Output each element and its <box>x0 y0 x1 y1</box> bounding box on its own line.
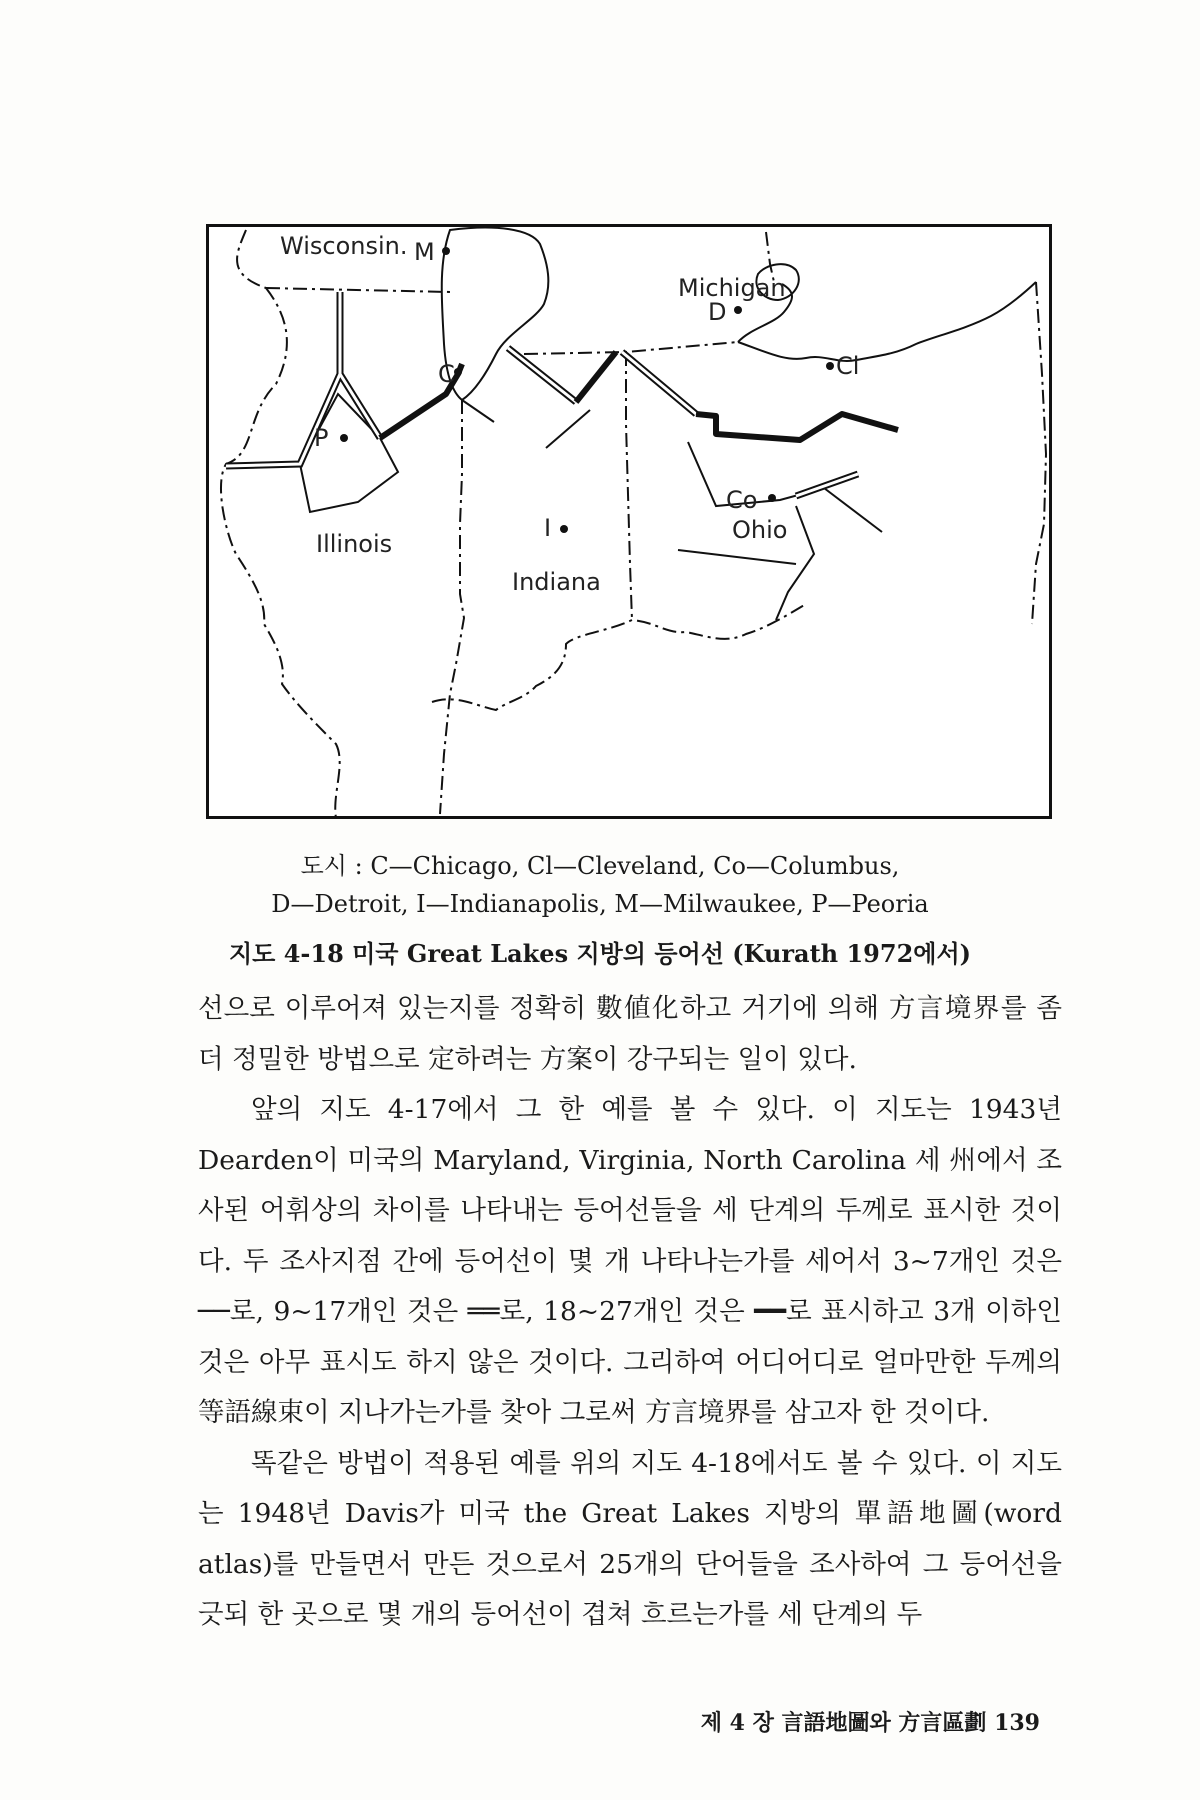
state-label-indiana: Indiana <box>512 568 601 596</box>
city-dot-chicago <box>454 368 462 376</box>
state-label-ohio: Ohio <box>732 516 788 544</box>
state-label-illinois: Illinois <box>316 530 393 558</box>
city-label-peoria: P <box>314 424 329 452</box>
city-label-columbus: Co <box>726 486 758 514</box>
paragraph-3: 똑같은 방법이 적용된 예를 위의 지도 4-18에서도 볼 수 있다. 이 지도는 1948년 Davis가 미국 the Great Lakes 지방의 單語地圖(word atlas)를 만들면서 만든 것으로서 25개의 단어들을 조사하여 그 등어선을 긋되 한 곳으로 몇 개의 등어선이 겹쳐 흐르는가를 세 단계의 두 <box>198 1447 1062 1630</box>
city-label-indianapolis: I <box>544 514 552 542</box>
paragraph-1: 선으로 이루어져 있는지를 정확히 數値化하고 거기에 의해 方言境界를 좀더 정밀한 방법으로 定하려는 方案이 강구되는 일이 있다. <box>198 993 1062 1075</box>
city-dot-cleveland <box>826 362 834 370</box>
figure-title: 지도 4-18 미국 Great Lakes 지방의 등어선 (Kurath 1972에서) <box>228 939 971 968</box>
map-legend-line-2: D—Detroit, I—Indianapolis, M—Milwaukee, P—Peoria <box>271 890 929 918</box>
page-footer: 제 4 장 言語地圖와 方言區劃 139 <box>700 1710 1040 1736</box>
paragraph-2: 앞의 지도 4-17에서 그 한 예를 볼 수 있다. 이 지도는 1943년 Dearden이 미국의 Maryland, Virginia, North Carolina 세 州에서 조사된 어휘상의 차이를 나타내는 등어선들을 세 단계의 두께로 표시한 것이다. 두 조사지점 간에 등어선이 몇 개 나타나는가를 세어서 3~7개인 것은 ──로, 9~17개인 것은 ══로, 18~27개인 것은 ━━로 표시하고 3개 이하인 것은 아무 표시도 하지 않은 것이다. 그리하여 어디어디로 얼마만한 두께의 等語線束이 지나가는가를 찾아 그로써 方言境界를 삼고자 한 것이다. <box>198 1094 1062 1428</box>
map-legend-line-1: 도시 : C—Chicago, Cl—Cleveland, Co—Columbus, <box>300 852 900 880</box>
state-label-michigan: Michigan <box>678 274 786 302</box>
city-dot-columbus <box>768 494 776 502</box>
city-dot-peoria <box>340 434 348 442</box>
city-label-chicago: C <box>438 360 455 388</box>
state-label-wisconsin: Wisconsin. <box>280 232 408 260</box>
city-dot-detroit <box>734 306 742 314</box>
isogloss-map <box>206 224 1052 819</box>
city-label-milwaukee: M <box>414 238 435 266</box>
city-label-detroit: D <box>708 298 727 326</box>
city-label-cleveland: Cl <box>836 352 860 380</box>
body-text <box>198 984 1062 1641</box>
city-dot-milwaukee <box>442 247 450 255</box>
city-dot-indianapolis <box>560 525 568 533</box>
